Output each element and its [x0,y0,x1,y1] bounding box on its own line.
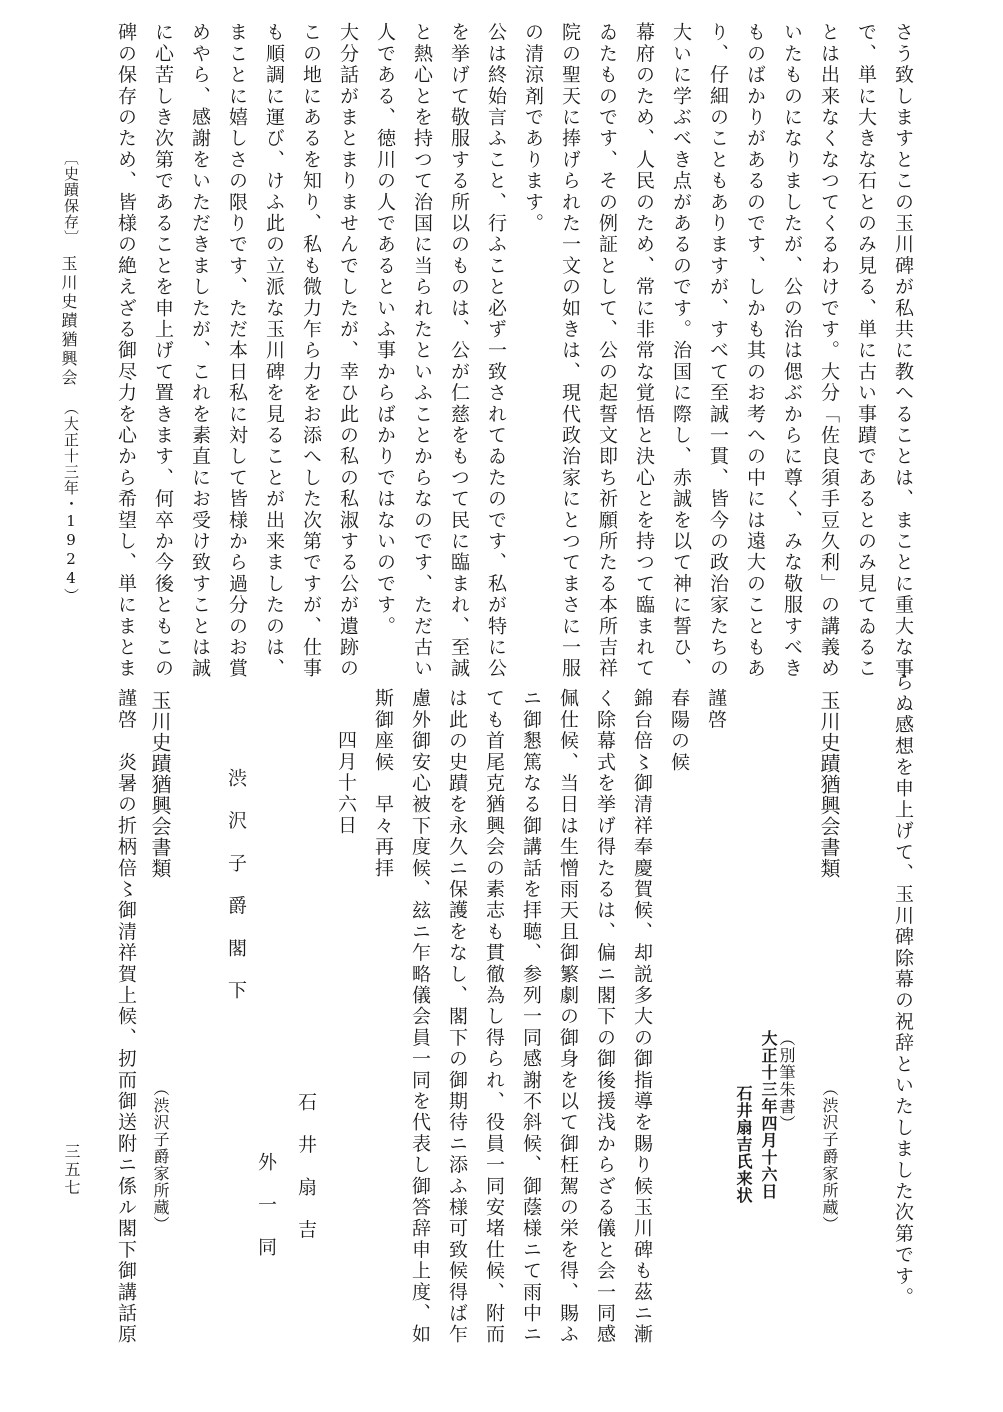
upper-text-column: 大分話がまとまりませんでしたが、幸ひ此の私の私淑する公が遺跡の [337,22,359,680]
letter-body-line: 斯御座候 早々再拝 [372,688,394,879]
upper-text-column: に心苦しき次第であることを申上げて置きます、何卒か今後ともこの [152,22,174,680]
closing-line: らぬ感想を申上げて、玉川碑除幕の祝辞といたしました次第です。 [892,672,914,1308]
upper-text-column: も順調に運び、けふ此の立派な玉川碑を見ることが出来ましたのは、 [263,22,285,680]
document-title: 玉川史蹟猶興会書類 [817,690,841,879]
upper-text-column: 人である、徳川の人であるといふ事からばかりではないのです。 [374,22,396,637]
letter-signer: 石 井 扇 吉 [295,1092,317,1241]
upper-text-column: 院の聖天に捧げられた一文の如きは、現代政治家にとつてまさに一服 [559,22,581,680]
letter-body-line: 慮外御安心被下度候、玆ニ乍略儀会員一同を代表し御答辞申上度、如 [409,688,431,1346]
upper-text-column: り、仔細のこともありますが、すべて至誠一貫、皆今の政治家たちの [707,22,729,680]
upper-text-column: 碑の保存のため、皆様の絶えざる御尽力を心から希望し、単にまとま [115,22,137,680]
upper-text-column: 大いに学ぶべき点があるのです。治国に際し、赤誠を以て神に誓ひ、 [670,22,692,680]
page-number: 三五七 [62,1143,81,1197]
letter-body-line: 謹啓 炎暑の折柄倍〻御清祥賀上候、扨而御送附ニ係ル閣下御講話原 [115,688,137,1346]
upper-text-column: 幕府のため、人民のため、常に非常な覚悟と決心とを持つて臨まれて [633,22,655,680]
upper-text-column: いたものになりましたが、公の治は偲ぶからに尊く、みな敬服すべき [781,22,803,680]
upper-text-column: とは出来なくなつてくるわけです。大分「佐良須手豆久利」の講義め [818,22,840,680]
upper-text-column: ゐたものです、その例証として、公の起誓文即ち祈願所たる本所吉祥 [596,22,618,680]
document-source: （渋沢子爵家所蔵） [151,1080,170,1233]
letter-body-line: 錦台倍〻御清祥奉慶賀候、却説多大の御指導を賜り候玉川碑も茲ニ漸 [631,688,653,1346]
upper-text-column: まことに嬉しさの限りです、ただ本日私に対して皆様から過分のお賞 [226,22,248,680]
letter-sender-label: 石井扇吉氏来状 [734,1085,753,1204]
letter-body-line: ニ御懇篤なる御講話を拝聴、参列一同感謝不斜候、御蔭様ニて雨中ニ [520,688,542,1346]
letter-date: 四月十六日 [335,730,357,836]
upper-text-column: この地にあるを知り、私も微力乍ら力をお添へした次第ですが、仕事 [300,22,322,680]
upper-text-column: めやら、感謝をいただきましたが、これを素直にお受け致すことは誠 [189,22,211,680]
document-source: （渋沢子爵家所蔵） [820,1080,839,1233]
footer-category-label: 〔史蹟保存〕 [62,150,80,246]
annotation-note: （別筆朱書） [777,1030,796,1132]
letter-body-line: ても首尾克猶興会の素志も貫徹為し得られ、役員一同安堵仕候、附而 [483,688,505,1346]
footer-year: （大正十三年・1924） [62,400,80,604]
upper-text-column: で、単に大きな石とのみ見る、単に古い事蹟であるとのみ見てゐるこ [855,22,877,680]
letter-body-line: は此の史蹟を永久ニ保護をなし、閣下の御期待ニ添ふ様可致候得ば乍 [446,688,468,1346]
upper-text-column: さう致しますとこの玉川碑が私共に教へることは、まことに重大な事 [892,22,914,680]
footer-organization: 玉川史蹟猶興会 [59,255,78,388]
letter-addressee: 渋 沢 子 爵 閣 下 [225,768,247,1002]
letter-body-line: 佩仕候、当日は生憎雨天且御繁劇の御身を以て御枉駕の栄を得、賜ふ [557,688,579,1346]
upper-text-column: を挙げて敬服する所以のものは、公が仁慈をもつて民に臨まれ、至誠 [448,22,470,680]
upper-text-column: と熱心とを持つて治国に当られたといふことからなのです、ただ古い [411,22,433,680]
upper-text-column: ものばかりがあるのです、しかも其のお考への中には遠大のこともあ [744,22,766,680]
upper-text-column: 公は終始言ふこと、行ふこと必ず一致されてゐたのです、私が特に公 [485,22,507,680]
greeting: 謹啓 [705,688,727,731]
season-greeting: 春陽の候 [668,688,690,773]
letter-date-header: 大正十三年四月十六日 [759,1030,778,1200]
letter-body-line: く除幕式を挙げ得たるは、偏ニ閣下の御後援浅からざる儀と会一同感 [594,688,616,1346]
letter-signer-others: 外 一 同 [255,1152,277,1258]
document-title: 玉川史蹟猶興会書類 [148,690,172,879]
upper-text-column: の清涼剤であります。 [522,22,544,234]
